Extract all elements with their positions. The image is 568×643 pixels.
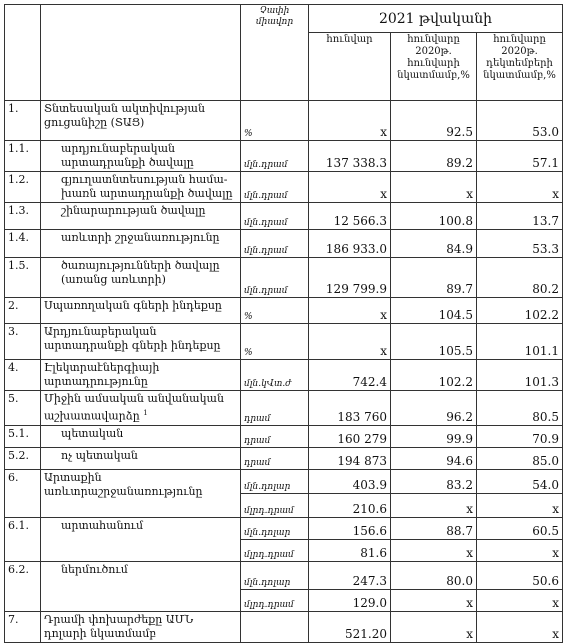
- row-unit: [241, 611, 309, 642]
- value-vs-dec-2020: 54.0: [477, 469, 563, 493]
- row-unit: մլն.կՎտ.ժ: [241, 360, 309, 391]
- value-vs-dec-2020: 101.3: [477, 360, 563, 391]
- value-vs-jan-2020: 88.7: [391, 517, 477, 539]
- value-january: x: [309, 324, 391, 360]
- table-row: [5, 517, 563, 539]
- row-name-text: Միջին ամսական անվանական աշխատավարձը: [44, 392, 224, 423]
- row-unit-secondary: մլրդ.դրամ: [241, 493, 309, 517]
- row-name: [41, 258, 241, 298]
- row-name: [41, 101, 241, 141]
- value-january: x: [309, 172, 391, 203]
- row-name: [41, 324, 241, 360]
- row-name: [41, 230, 241, 258]
- row-name: [41, 517, 241, 561]
- row-name-text: Դրամի փոխարժեքը ԱՄՆ դոլարի նկատմամբ: [44, 612, 194, 640]
- value-vs-jan-2020: 84.9: [391, 230, 477, 258]
- row-unit: մլն.դրամ: [241, 141, 309, 172]
- value-vs-dec-2020: x: [477, 172, 563, 203]
- value-january-secondary: 81.6: [309, 539, 391, 561]
- row-unit: մլն.դրամ: [241, 258, 309, 298]
- value-january: 742.4: [309, 360, 391, 391]
- header-unit: Չափի միավոր: [241, 5, 309, 101]
- value-vs-dec-2020: 53.0: [477, 101, 563, 141]
- row-number: 1.5.: [5, 258, 41, 298]
- row-name: [41, 141, 241, 172]
- value-january: 12 566.3: [309, 203, 391, 230]
- row-name-text: պետական: [61, 426, 124, 440]
- footnote-mark: 1: [143, 409, 148, 417]
- row-name: [41, 172, 241, 203]
- row-number: 1.: [5, 101, 41, 141]
- row-name-text: ներմուծում: [61, 562, 128, 576]
- header-col-vs-dec-2020: հունվարը 2020թ. դեկտեմբերի նկատմամբ,%: [477, 33, 563, 101]
- row-number: 1.1.: [5, 141, 41, 172]
- value-vs-dec-2020: 50.6: [477, 561, 563, 589]
- header-col-january: հունվար: [309, 33, 391, 101]
- table-row: [5, 425, 563, 447]
- row-name: [41, 360, 241, 391]
- table-row: [5, 611, 563, 642]
- header-blank-no: [5, 5, 41, 101]
- row-number: 7.: [5, 611, 41, 642]
- header-col-vs-jan-2020: հունվարը 2020թ. հունվարի նկատմամբ,%: [391, 33, 477, 101]
- row-number: 6.1.: [5, 517, 41, 561]
- row-name: [41, 298, 241, 324]
- row-name-text: արտահանում: [61, 518, 144, 532]
- value-vs-dec-2020: x: [477, 611, 563, 642]
- row-number: 5.1.: [5, 425, 41, 447]
- row-name: [41, 391, 241, 426]
- table-row: [5, 258, 563, 298]
- row-name-text: Սպառողական գների ինդեքսը: [44, 299, 222, 312]
- header-blank-name: [41, 5, 241, 101]
- row-number: 1.2.: [5, 172, 41, 203]
- row-number: 2.: [5, 298, 41, 324]
- value-vs-dec-2020-secondary: x: [477, 493, 563, 517]
- value-vs-dec-2020: 53.3: [477, 230, 563, 258]
- value-vs-jan-2020: x: [391, 172, 477, 203]
- row-unit: մլն.դոլար: [241, 561, 309, 589]
- row-unit: մլն.դրամ: [241, 203, 309, 230]
- row-unit-secondary: մլրդ.դրամ: [241, 589, 309, 611]
- value-vs-dec-2020: 102.2: [477, 298, 563, 324]
- value-vs-jan-2020: 99.9: [391, 425, 477, 447]
- value-january: 521.20: [309, 611, 391, 642]
- value-vs-jan-2020: 96.2: [391, 391, 477, 426]
- value-january-secondary: 129.0: [309, 589, 391, 611]
- table-row: [5, 172, 563, 203]
- value-vs-dec-2020: 85.0: [477, 447, 563, 469]
- value-vs-jan-2020-secondary: x: [391, 589, 477, 611]
- row-name: [41, 561, 241, 611]
- row-number: 6.: [5, 469, 41, 517]
- table-row: [5, 141, 563, 172]
- table-row: [5, 469, 563, 493]
- row-name: [41, 203, 241, 230]
- value-vs-jan-2020-secondary: x: [391, 493, 477, 517]
- table-row: [5, 101, 563, 141]
- value-vs-dec-2020: 101.1: [477, 324, 563, 360]
- value-january: 183 760: [309, 391, 391, 426]
- value-january: 156.6: [309, 517, 391, 539]
- row-name-text: շինարարության ծավալը: [61, 204, 206, 217]
- value-vs-dec-2020: 13.7: [477, 203, 563, 230]
- row-name-text: առևտրի շրջանառությունը: [61, 231, 220, 244]
- row-name-text: ծառայությունների ծավալը (առանց առևտրի): [61, 259, 220, 286]
- value-january: 160 279: [309, 425, 391, 447]
- row-unit: դրամ: [241, 425, 309, 447]
- row-number: 1.3.: [5, 203, 41, 230]
- table-row: [5, 360, 563, 391]
- table-body: [5, 101, 563, 643]
- row-name-text: գյուղատնտեսության համա-խառն արտադրանքի ծավալը: [61, 173, 233, 200]
- value-january: 129 799.9: [309, 258, 391, 298]
- table-row: [5, 324, 563, 360]
- row-number: 6.2.: [5, 561, 41, 611]
- table-row: [5, 391, 563, 426]
- header-year: 2021 թվականի: [309, 5, 563, 33]
- table-row: [5, 230, 563, 258]
- row-name-text: Տնտեսական ակտիվության ցուցանիշը (ՏԱՑ): [44, 102, 205, 129]
- row-name-text: արդյունաբերական արտադրանքի ծավալը: [61, 142, 194, 169]
- row-unit: մլն.դրամ: [241, 172, 309, 203]
- value-vs-dec-2020: 70.9: [477, 425, 563, 447]
- value-vs-dec-2020: 60.5: [477, 517, 563, 539]
- row-name: [41, 611, 241, 642]
- value-january: 137 338.3: [309, 141, 391, 172]
- row-name-text: Էլեկտրաէներգիայի արտադրությունը: [44, 361, 160, 388]
- row-number: 5.: [5, 391, 41, 426]
- row-unit: %: [241, 101, 309, 141]
- value-vs-jan-2020: 89.2: [391, 141, 477, 172]
- value-vs-dec-2020: 57.1: [477, 141, 563, 172]
- row-unit: մլն.դրամ: [241, 230, 309, 258]
- value-vs-jan-2020: 100.8: [391, 203, 477, 230]
- row-name-text: Արդյունաբերական արտադրանքի գների ինդեքսը: [44, 325, 221, 352]
- row-name: [41, 447, 241, 469]
- value-vs-jan-2020: 105.5: [391, 324, 477, 360]
- table-row: [5, 561, 563, 589]
- row-name: [41, 425, 241, 447]
- value-vs-dec-2020: 80.5: [477, 391, 563, 426]
- row-name: [41, 469, 241, 517]
- row-unit: մլն.դոլար: [241, 517, 309, 539]
- statistics-table: [4, 4, 563, 643]
- value-vs-jan-2020: 92.5: [391, 101, 477, 141]
- row-number: 1.4.: [5, 230, 41, 258]
- value-vs-dec-2020-secondary: x: [477, 539, 563, 561]
- value-vs-dec-2020-secondary: x: [477, 589, 563, 611]
- row-unit: մլն.դոլար: [241, 469, 309, 493]
- value-january: 403.9: [309, 469, 391, 493]
- row-name-text: ոչ պետական: [61, 448, 138, 462]
- value-january: 186 933.0: [309, 230, 391, 258]
- value-vs-jan-2020: 83.2: [391, 469, 477, 493]
- value-vs-jan-2020: 80.0: [391, 561, 477, 589]
- value-vs-dec-2020: 80.2: [477, 258, 563, 298]
- row-unit-secondary: մլրդ.դրամ: [241, 539, 309, 561]
- value-vs-jan-2020: 94.6: [391, 447, 477, 469]
- value-january: x: [309, 101, 391, 141]
- row-number: 3.: [5, 324, 41, 360]
- value-january-secondary: 210.6: [309, 493, 391, 517]
- value-january: 194 873: [309, 447, 391, 469]
- row-unit: %: [241, 324, 309, 360]
- row-unit: դրամ: [241, 447, 309, 469]
- table-row: [5, 447, 563, 469]
- row-unit: դրամ: [241, 391, 309, 426]
- value-january: 247.3: [309, 561, 391, 589]
- value-vs-jan-2020: 102.2: [391, 360, 477, 391]
- row-number: 5.2.: [5, 447, 41, 469]
- row-name-text: Արտաքին առևտրաշրջանառությունը: [44, 470, 203, 498]
- value-vs-jan-2020-secondary: x: [391, 539, 477, 561]
- value-vs-jan-2020: 89.7: [391, 258, 477, 298]
- value-january: x: [309, 298, 391, 324]
- row-number: 4.: [5, 360, 41, 391]
- table-row: [5, 298, 563, 324]
- value-vs-jan-2020: 104.5: [391, 298, 477, 324]
- row-unit: %: [241, 298, 309, 324]
- value-vs-jan-2020: x: [391, 611, 477, 642]
- table-row: [5, 203, 563, 230]
